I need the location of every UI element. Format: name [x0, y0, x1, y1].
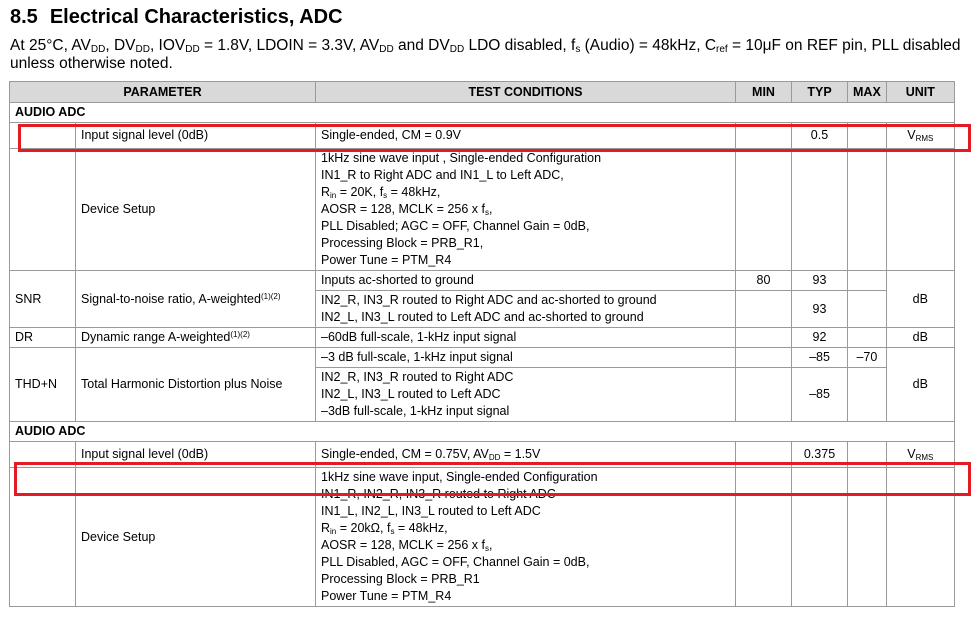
- header-unit: UNIT: [886, 82, 954, 103]
- unit-cell: $V_{RMS}$: [886, 123, 954, 149]
- unit-cell: $V_{RMS}$: [886, 442, 954, 468]
- section-title: [10, 6, 343, 29]
- param-cell: Input signal level (0dB): [76, 123, 316, 149]
- table-row: [10, 271, 955, 291]
- table-row: [10, 149, 955, 271]
- header-parameter: PARAMETER: [10, 82, 316, 103]
- condition-cell: IN2_R, IN3_R routed to Right ADC IN2_L, IN3_L routed to Left ADC –3dB full-scale, 1-kHz input signal: [316, 368, 736, 422]
- param-cell: Device Setup: [76, 149, 316, 271]
- unit-cell: dB: [886, 328, 954, 348]
- unit-cell: dB: [886, 271, 954, 328]
- condition-cell: Single-ended, CM = 0.75V, $AV_{DD} = 1.5V$: [316, 442, 736, 468]
- typ-cell: 93: [792, 271, 848, 291]
- typ-cell: 0.5: [792, 123, 848, 149]
- header-row: [10, 82, 955, 103]
- header-typ: TYP: [792, 82, 848, 103]
- unit-cell: dB: [886, 348, 954, 422]
- section-label: AUDIO ADC: [10, 103, 955, 123]
- condition-cell: 1kHz sine wave input, Single-ended Configuration IN1_R, IN2_R, IN3_R routed to Right ADC IN1_L, IN2_L, IN3_L routed to Left ADC $R_{in} = 20k\Omega$, $f_s = 48kHz$, AOSR = 128, MCLK = 256 x $f_s$, PLL Disabled, AGC = OFF, Channel Gain = 0dB, Processing Block = PRB_R1 Power Tune = PTM_R4: [316, 468, 736, 607]
- param-cell: Signal-to-noise ratio, A-weighted$^{(1)(2)}$: [76, 271, 316, 328]
- table-row: [10, 468, 955, 607]
- param-cell: Device Setup: [76, 468, 316, 607]
- param-cell: Dynamic range A-weighted$^{(1)(2)}$: [76, 328, 316, 348]
- symbol-cell: SNR: [10, 271, 76, 328]
- table-row: [10, 123, 955, 149]
- section-row: [10, 422, 955, 442]
- adc-characteristics-table: [9, 81, 955, 607]
- typ-cell: –85: [792, 368, 848, 422]
- condition-cell: 1kHz sine wave input , Single-ended Configuration IN1_R to Right ADC and IN1_L to Left ADC, $R_{in} = 20K$, $f_s = 48kHz$, AOSR = 128, MCLK = 256 x $f_s$, PLL Disabled; AGC = OFF, Channel Gain = 0dB, Processing Block = PRB_R1, Power Tune = PTM_R4: [316, 149, 736, 271]
- typ-cell: 92: [792, 328, 848, 348]
- table-row: [10, 348, 955, 368]
- condition-cell: Single-ended, CM = 0.9V: [316, 123, 736, 149]
- condition-cell: IN2_R, IN3_R routed to Right ADC and ac-shorted to ground IN2_L, IN3_L routed to Left ADC and ac-shorted to ground: [316, 291, 736, 328]
- header-max: MAX: [848, 82, 887, 103]
- typ-cell: 93: [792, 291, 848, 328]
- table-row: [10, 328, 955, 348]
- param-cell: Total Harmonic Distortion plus Noise: [76, 348, 316, 422]
- section-title-text: Electrical Characteristics, ADC: [49, 6, 343, 28]
- section-row: [10, 103, 955, 123]
- header-test-conditions: TEST CONDITIONS: [316, 82, 736, 103]
- condition-cell: –60dB full-scale, 1-kHz input signal: [316, 328, 736, 348]
- section-label: AUDIO ADC: [10, 422, 955, 442]
- symbol-cell: DR: [10, 328, 76, 348]
- header-min: MIN: [736, 82, 792, 103]
- typ-cell: –85: [792, 348, 848, 368]
- condition-cell: –3 dB full-scale, 1-kHz input signal: [316, 348, 736, 368]
- test-conditions-note: At 25°C, $AV_{DD}$, $DV_{DD}$, $IOV_{DD} = 1.8V$, LDOIN = 3.3V, $AV_{DD}$ and $DV_{DD}$ LDO disabled, $f_s$ (Audio) = 48kHz, $C_{ref} = 10\mu F$ on REF pin, PLL disabled unless otherwise noted.: [10, 37, 961, 72]
- param-cell: Input signal level (0dB): [76, 442, 316, 468]
- typ-cell: 0.375: [792, 442, 848, 468]
- min-cell: 80: [736, 271, 792, 291]
- condition-cell: Inputs ac-shorted to ground: [316, 271, 736, 291]
- symbol-cell: THD+N: [10, 348, 76, 422]
- section-number: 8.5: [10, 6, 38, 28]
- max-cell: –70: [848, 348, 887, 368]
- table-row: [10, 442, 955, 468]
